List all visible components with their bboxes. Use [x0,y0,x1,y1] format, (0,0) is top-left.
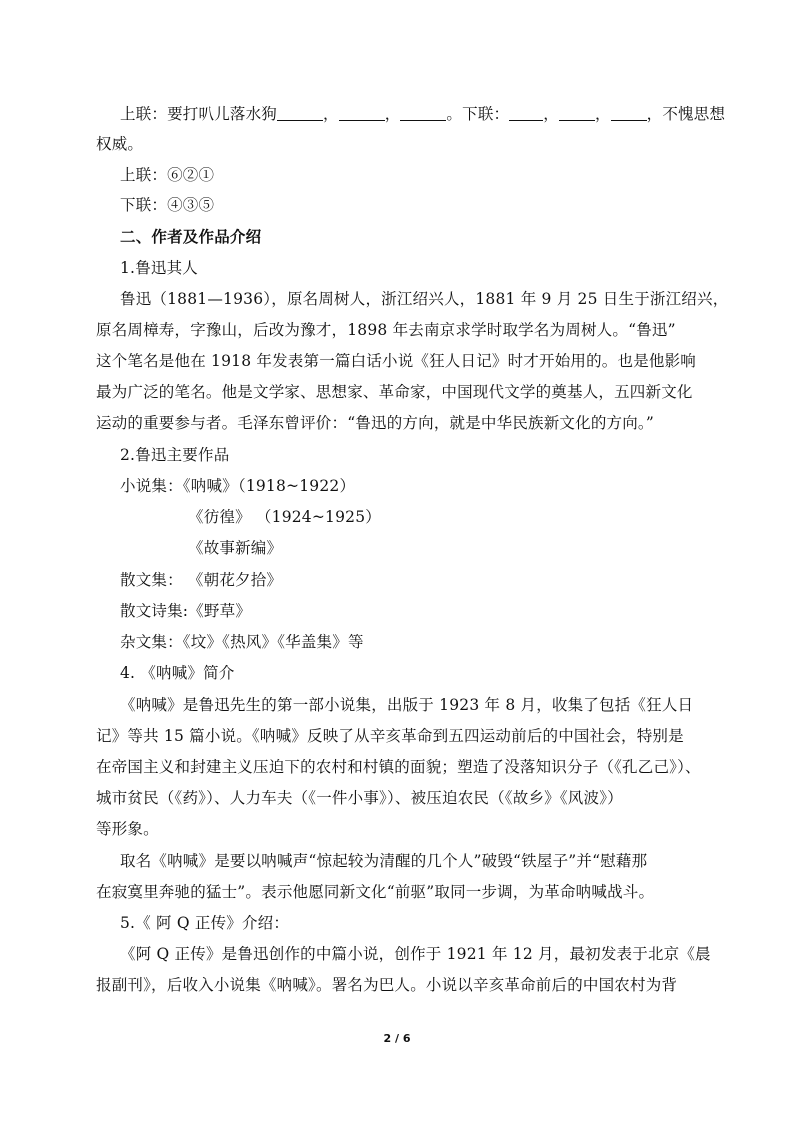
page-number: 2 / 6 [383,1032,411,1045]
answer-blank [509,106,543,121]
nahan-line: 等形象。 [96,820,159,838]
bio-line: 运动的重要参与者。毛泽东曾评价：“鲁迅的方向，就是中华民族新文化的方向。” [96,414,655,432]
couplet-wrap: 权威。 [96,135,144,153]
naming-line: 在寂寞里奔驰的猛士”。表示他愿同新文化“前驱”取同一步调，为革命呐喊战斗。 [96,883,655,901]
answer-blank [277,106,323,121]
section-heading: 二、作者及作品介绍 [120,228,262,246]
nahan-line: 城市贫民（《药》）、人力车夫（《一件小事》）、被压迫农民（《故乡》《风波》） [96,789,623,807]
novels-line: 小说集：《呐喊》（1918~1922） [120,477,356,495]
naming-line: 取名《呐喊》是要以呐喊声“惊起较为清醒的几个人”破毁“铁屋子”并“慰藉那 [120,852,648,870]
bio-line: 鲁迅（1881—1936），原名周树人，浙江绍兴人，1881 年 9 月 25 日生于浙江绍兴， [120,290,729,308]
answer-blank [611,106,647,121]
ahq-line: 《阿 Q 正传》是鲁迅创作的中篇小说，创作于 1921 年 12 月，最初发表于北京《晨 [120,945,711,963]
answer-blank [400,106,446,121]
bio-line: 这个笔名是他在 1918 年发表第一篇白话小说《狂人日记》时才开始用的。也是他影响 [96,352,697,370]
essays-line: 散文集： 《朝花夕拾》 [120,571,283,589]
answer-blank [339,106,385,121]
bio-line: 最为广泛的笔名。他是文学家、思想家、革命家，中国现代文学的奠基人，五四新文化 [96,383,693,401]
lower-answer: 下联：④③⑤ [120,196,215,214]
subheading-works: 2.鲁迅主要作品 [120,446,230,464]
subheading-nahan: 4. 《呐喊》简介 [120,664,235,682]
misc-essays-line: 杂文集：《坟》《热风》《华盖集》等 [120,633,364,651]
subheading-author: 1.鲁迅其人 [120,259,198,277]
novel-item: 《故事新编》 [188,539,283,557]
nahan-line: 记》等共 15 篇小说。《呐喊》反映了从辛亥革命到五四运动前后的中国社会，特别是 [96,727,684,745]
novel-item: 《彷徨》 （1924~1925） [188,508,382,526]
couplet-question-line: 上联：要打叭儿落水狗 ， ， 。下联： ， ， ，不愧思想 [120,105,726,123]
ahq-line: 报副刊》，后收入小说集《呐喊》。署名为巴人。小说以辛亥革命前后的中国农村为背 [96,976,678,994]
bio-line: 原名周樟寿，字豫山，后改为豫才，1898 年去南京求学时取学名为周树人。“鲁迅” [96,321,676,339]
answer-blank [559,106,595,121]
nahan-line: 在帝国主义和封建主义压迫下的农村和村镇的面貌；塑造了没落知识分子（《孔乙己》）、 [96,758,701,776]
upper-answer: 上联：⑥②① [120,166,215,184]
nahan-line: 《呐喊》是鲁迅先生的第一部小说集，出版于 1923 年 8 月，收集了包括《狂人日 [120,696,694,714]
subheading-ahq: 5.《 阿 Q 正传》介绍： [120,914,290,932]
prose-poems-line: 散文诗集:《野草》 [120,602,252,620]
